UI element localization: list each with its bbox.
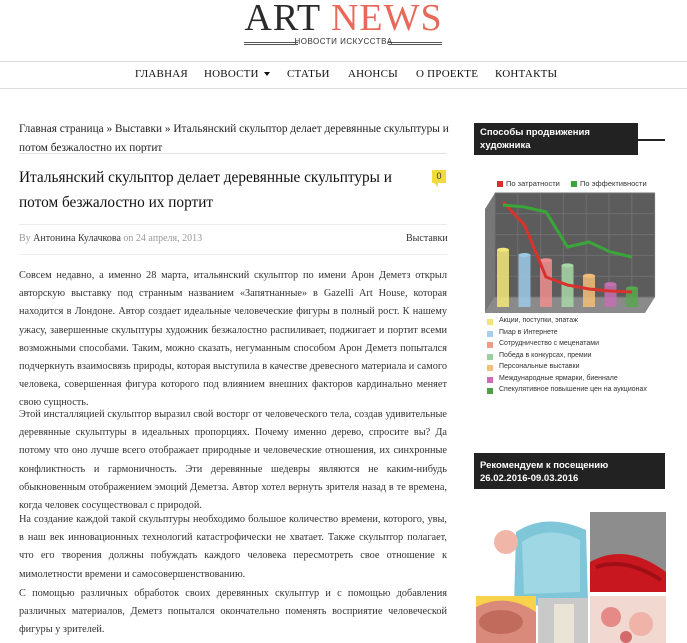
legend-item xyxy=(487,386,665,398)
nav-item-about[interactable]: О ПРОЕКТЕ xyxy=(416,68,479,80)
chart-bar xyxy=(605,284,617,307)
logo-news: NEWS xyxy=(330,0,443,39)
chart-bar xyxy=(583,276,595,307)
chart-side xyxy=(485,193,495,313)
article-paragraph: Этой инсталляцией скульптор выразил свой восторг от человеческого тела, создав удивительные деревянные скульптуры в идеальных пропорциях. Почему именно дерево, спросите вы? Да потому что оно лучше всего отображает природные и человеческие отношения, их синхронные конфликтность и гармоничность. Эти деревянные шедевры являются не каким-нибудь обыкновенным отображением эмоций Деметза. Автор хотел вернуть зрителя назад в те времена, когда человек сосуществовал с природой. xyxy=(19,409,447,512)
nav-item-announcements[interactable]: АНОНСЫ xyxy=(348,68,398,80)
legend-item xyxy=(487,352,665,364)
legend-swatch xyxy=(487,365,493,371)
legend-swatch xyxy=(487,342,493,348)
legend-item xyxy=(487,329,665,341)
promotion-infographic[interactable] xyxy=(477,165,667,405)
legend-swatch xyxy=(487,331,493,337)
legend-item xyxy=(487,363,665,375)
chart-bar-top xyxy=(583,274,595,278)
legend-efficiency xyxy=(571,179,647,188)
legend-swatch xyxy=(487,354,493,360)
promo-collage xyxy=(476,512,666,643)
nav-item-news[interactable] xyxy=(204,68,270,80)
legend-cost xyxy=(497,179,560,188)
legend-label: Персональные выставки xyxy=(499,363,580,370)
chart-bar-top xyxy=(605,282,617,286)
article-title: Итальянский скульптор делает деревянные скульптуры и потом безжалостно их портит xyxy=(19,169,392,211)
chart-bar-top xyxy=(626,286,638,290)
main-nav xyxy=(0,61,687,89)
article-paragraph: С помощью различных обработок своих деревянных скульптур и с помощью добавления различных материалов, Деметз попытался окончательно поменять восприятие человеческой фигуры у зрителей. xyxy=(19,588,447,636)
legend-label: По затратности xyxy=(506,179,560,188)
comment-count-badge[interactable]: 0 xyxy=(432,170,446,183)
legend-item xyxy=(487,317,665,329)
article-date: on 24 апреля, 2013 xyxy=(123,233,203,244)
chart-bar xyxy=(497,250,509,307)
widget-title: Рекомендуем к посещению 26.02.2016-09.03.2016 xyxy=(474,455,665,489)
meta-by: By xyxy=(19,233,31,244)
legend-item xyxy=(487,375,665,387)
legend-item xyxy=(487,340,665,352)
chart-bar-top xyxy=(519,253,531,257)
legend-label: Сотрудничество с меценатами xyxy=(499,340,599,347)
article-meta xyxy=(19,233,202,244)
legend-swatch xyxy=(487,388,493,394)
site-logo[interactable] xyxy=(0,0,687,38)
category-link[interactable]: Выставки xyxy=(406,233,448,244)
legend-label: Международные ярмарки, биеннале xyxy=(499,374,618,382)
nav-item-articles[interactable]: СТАТЬИ xyxy=(287,68,330,80)
logo-tagline: НОВОСТИ ИСКУССТВА xyxy=(294,37,393,46)
infographic-chart xyxy=(477,189,667,319)
legend-swatch xyxy=(571,181,577,187)
article-paragraph: На создание каждой такой скульптуры необходимо большое количество времени, которого, увы, в наш век инновационных технологий катастрофически не хватает. Также скульптор полагает, что его творения должны побуждать каждого человека пересмотреть свое отношение к мимолетности времени и самосовершенствованию. xyxy=(19,514,447,580)
legend-label: Акции, поступки, эпатаж xyxy=(499,317,578,324)
legend-label: По эффективности xyxy=(580,179,647,188)
nav-item-contacts[interactable]: КОНТАКТЫ xyxy=(495,68,558,80)
legend-label: Спекулятивное повышение цен на аукционах xyxy=(499,386,647,393)
author-link[interactable]: Антонина Кулачкова xyxy=(33,233,121,244)
legend-label: Победа в конкурсах, премии xyxy=(499,351,592,359)
divider xyxy=(19,254,447,255)
article-paragraph: Совсем недавно, а именно 28 марта, итальянский скульптор по имени Арон Деметз открыл авторскую выставку под странным названием «Запятнанные» в Gazelli Art House, которая находится в Лондоне. Автор создает идеальные человеческие фигуры в полный рост. К нашему ужасу, завершенные скульптуры художник безжалостно распиливает, поджигает и портит всеми возможными способами. Таким, можно сказать, негуманным способом Арон Деметз попытался подчеркнуть взаимосвязь природы, которая выступила в качестве древесного материала и самого человека, совершенная фигура которого под влиянием внешних факторов кардинально меняет свою сущность. xyxy=(19,270,447,409)
divider xyxy=(19,224,447,225)
nav-item-news-label: НОВОСТИ xyxy=(204,68,259,80)
legend-swatch xyxy=(487,319,493,325)
divider xyxy=(19,153,447,154)
legend-label: Пиар в Интернете xyxy=(499,328,558,336)
chart-bar xyxy=(519,255,531,307)
chart-bar-top xyxy=(497,248,509,252)
nav-item-home[interactable]: ГЛАВНАЯ xyxy=(135,68,188,80)
exhibition-promo-image[interactable] xyxy=(476,512,666,643)
legend-swatch xyxy=(497,181,503,187)
breadcrumb[interactable]: Главная страница » Выставки » Итальянский скульптор делает деревянные скульптуры и потом безжалостно их портит xyxy=(19,123,449,154)
site-header xyxy=(0,0,687,62)
widget-title: Способы продвижения художника xyxy=(474,123,638,155)
legend-list xyxy=(487,317,665,398)
logo-art: ART xyxy=(244,0,321,39)
chevron-down-icon xyxy=(264,72,270,76)
chart-bar-top xyxy=(562,263,574,267)
legend-swatch xyxy=(487,377,493,383)
chart-bar-top xyxy=(540,258,552,262)
